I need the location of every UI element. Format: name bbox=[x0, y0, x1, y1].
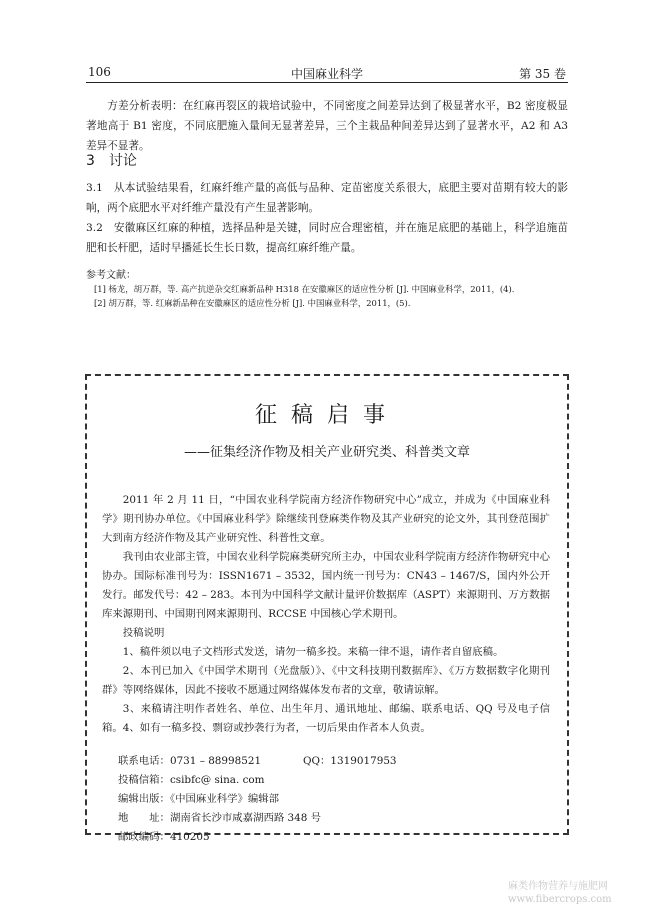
contact-postcode: 邮政编码：410205 bbox=[118, 831, 210, 843]
variance-analysis-paragraph: 方差分析表明：在红麻再裂区的栽培试验中，不同密度之间差异达到了极显著水平，B2 密度极显著地高于 B1 密度，不同底肥施入量间无显著差异，三个主栽品种间差异达到了显著水平，A2 和 A3 差异不显著。 bbox=[86, 100, 568, 152]
notice-subtitle: ——征集经济作物及相关产业研究类、科普类文章 bbox=[183, 445, 470, 460]
site-watermark bbox=[508, 880, 612, 906]
discussion-paragraph-3-1: 3.1 从本试验结果看，红麻纤维产量的高低与品种、定苗密度关系很大，底肥主要对苗期有较大的影响，两个底肥水平对纤维产量没有产生显著影响。 bbox=[86, 182, 568, 214]
contact-email: 投稿信箱：csibfc@ sina. com bbox=[118, 774, 265, 786]
running-header bbox=[86, 62, 568, 83]
volume-label: 第 35 卷 bbox=[519, 67, 566, 81]
contact-address: 地 址：湖南省长沙市咸嘉湖西路 348 号 bbox=[118, 812, 322, 824]
references-heading: 参考文献： bbox=[86, 270, 136, 281]
instruction-item-4: 4、如有一稿多投、剽窃或抄袭行为者，一切后果由作者本人负责。 bbox=[122, 722, 431, 734]
instruction-item-2: 2、本刊已加入《中国学术期刊（光盘版）》、《中文科技期刊数据库》、《万方数据数字化期刊群》等网络媒体，因此不接收不愿通过网络媒体发布者的文章，敬请谅解。 bbox=[102, 665, 550, 696]
notice-paragraph-2: 我刊由农业部主管，中国农业科学院麻类研究所主办，中国农业科学院南方经济作物研究中心协办。国际标准刊号为：ISSN1671 – 3532，国内统一刊号为：CN43 – 1467/S，国内外公开发行。邮发代号：42 – 283。本刊为中国科学文献计量评价数据库（ASPT）来源期刊、万方数据库来源期刊、中国期刊网来源期刊、RCCSE 中国核心学术期刊。 bbox=[102, 551, 550, 620]
instructions-heading: 投稿说明 bbox=[122, 627, 165, 639]
watermark-line-2: www.fibercrops.com bbox=[508, 894, 612, 905]
section-title: 3 讨论 bbox=[86, 153, 137, 169]
instruction-item-3: 3、来稿请注明作者姓名、单位、出生年月、通讯地址、邮编、联系电话、QQ 号及电子信箱。 bbox=[102, 703, 550, 734]
reference-item: [1] 杨龙，胡万群，等. 高产抗逆杂交红麻新品种 H318 在安徽麻区的适应性分析 [J]. 中国麻业科学，2011，(4). bbox=[94, 284, 515, 294]
notice-paragraph-1: 2011 年 2 月 11 日，“中国农业科学院南方经济作物研究中心”成立，并成为《中国麻业科学》期刊协办单位。《中国麻业科学》除继续刊登麻类作物及其产业研究的论文外，其刊登范围扩大到南方经济作物及其产业研究性、科普性文章。 bbox=[102, 494, 550, 544]
reference-item: [2] 胡万群，等. 红麻新品种在安徽麻区的适应性分析 [J]. 中国麻业科学，2011，(5). bbox=[94, 298, 411, 308]
notice-title: 征稿启事 bbox=[254, 403, 399, 428]
instruction-item-1: 1、稿件须以电子文档形式发送，请勿一稿多投。来稿一律不退，请作者自留底稿。 bbox=[122, 646, 504, 658]
contact-qq: QQ：1319017953 bbox=[303, 755, 397, 767]
contact-publisher: 编辑出版：《中国麻业科学》编辑部 bbox=[118, 793, 280, 805]
journal-name: 中国麻业科学 bbox=[290, 67, 363, 81]
discussion-paragraph-3-2: 3.2 安徽麻区红麻的种植，选择品种是关键，同时应合理密植，并在施足底肥的基础上，科学追施苗肥和长杆肥，适时早播延长生长日数，提高红麻纤维产量。 bbox=[86, 222, 568, 254]
contact-phone: 联系电话：0731 – 88998521 bbox=[118, 755, 262, 767]
page-number: 106 bbox=[88, 65, 111, 79]
watermark-line-1: 麻类作物营养与施肥网 bbox=[508, 881, 608, 892]
